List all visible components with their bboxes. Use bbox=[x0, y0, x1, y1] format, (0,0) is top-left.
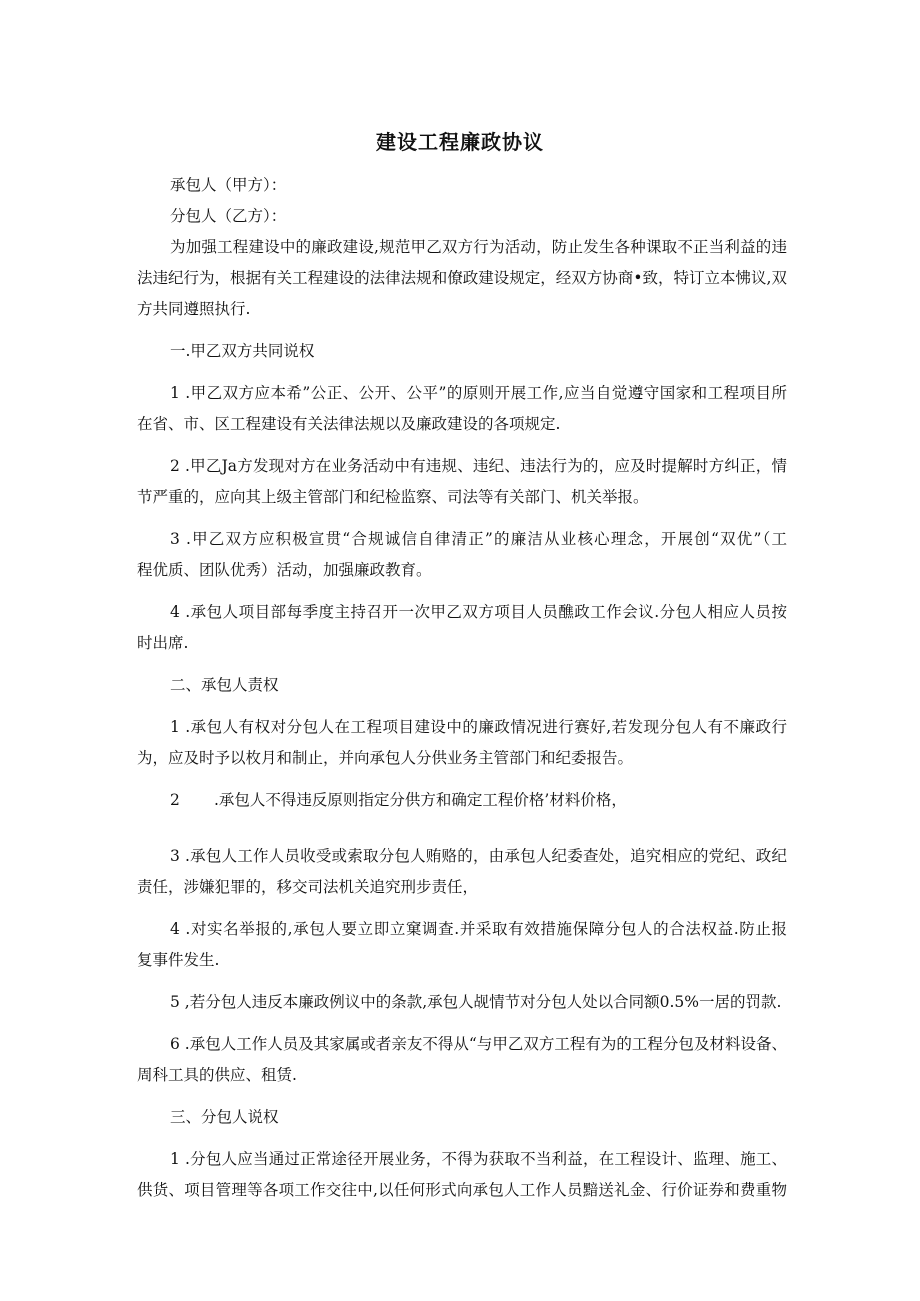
clause-line: 为，应及时予以枚月和制止，并向承包人分供业务主管部门和纪委报告。 bbox=[137, 749, 634, 767]
clause-line: 1 .甲乙双方应本希”公正、公开、公平”的原则开展工作,应当自觉遵守国家和工程项目所 bbox=[170, 384, 787, 402]
section2-item-3 bbox=[137, 841, 787, 903]
party-subcontractor: 分包人（乙方）： bbox=[170, 207, 287, 225]
section2-heading: 二、承包人责权 bbox=[170, 676, 279, 694]
section1-item-2 bbox=[137, 451, 787, 513]
section2-item-2 bbox=[137, 785, 787, 816]
clause-line: 供货、项目管理等各项工作交往中,以任何形式向承包人工作人员黯送礼金、行价证券和费重物 bbox=[137, 1181, 787, 1199]
section2-item-1 bbox=[137, 712, 787, 774]
clause-number: 2 bbox=[170, 791, 180, 809]
clause-line: 时出席. bbox=[137, 634, 189, 652]
clause-line: 1 .承包人有权对分包人在工程项目建设中的廉政情况进行赛好,若发现分包人有不廉政行 bbox=[170, 718, 787, 736]
clause-line: 2 .甲乙Ja方发现对方在业务活动中有违规、违纪、违法行为的，应及时提解时方纠正，情 bbox=[170, 457, 787, 475]
clause-line: 1 .分包人应当通过正常途径开展业务，不得为获取不当利益，在工程设计、监理、施工、 bbox=[170, 1150, 787, 1168]
clause-line: 在省、市、区工程建设有关法律法规以及廉政建设的各项规定. bbox=[137, 415, 561, 433]
clause-line: 5 ,若分包人违反本廉政例议中的条款,承包人觇情节对分包人处以合同额0.5%一居的罚款. bbox=[170, 993, 782, 1011]
document-body bbox=[137, 170, 787, 1206]
clause-line: 6 .承包人工作人员及其家属或者亲友不得从“与甲乙双方工程有为的工程分包及材料设备、 bbox=[170, 1035, 787, 1053]
section1-item-1 bbox=[137, 378, 787, 440]
clause-line: 3 .承包人工作人员收受或索取分包人贿赂的，由承包人纪委查处，追究相应的党纪、政纪 bbox=[170, 847, 787, 865]
preamble-line: 为加强工程建设中的廉政建设,规范甲乙双方行为活动，防止发生各种课取不正当利益的违 bbox=[170, 238, 787, 256]
clause-line: 3 .甲乙双方应积极宣贯“合规诚信自律清正”的廉洁从业核心理念，开展创“双优”（工 bbox=[170, 530, 787, 548]
clause-line: 责任，涉嫌犯罪的，移交司法机关追究刑步责任， bbox=[137, 878, 479, 896]
clause-line: 4 .承包人项目部每季度主持召开一次甲乙双方项目人员醮政工作会议.分包人相应人员按 bbox=[170, 603, 787, 621]
clause-text: .承包人不得违反原则指定分供方和确定工程价格’材料价格， bbox=[214, 791, 627, 809]
clause-line: 周科工具的供应、租赁. bbox=[137, 1066, 297, 1084]
clause-line: 复事件发生. bbox=[137, 951, 220, 969]
section3-heading: 三、分包人说权 bbox=[170, 1108, 279, 1126]
section1-item-3 bbox=[137, 524, 787, 586]
clause-line: 4 .对实名举报的,承包人要立即立窠调查.并采取有效措施保障分包人的合法权益.防止报 bbox=[170, 920, 787, 938]
clause-line: 程优质、团队优秀）活动，加强廉政教育。 bbox=[137, 561, 432, 579]
section2-item-4 bbox=[137, 914, 787, 976]
section2-item-6 bbox=[137, 1029, 787, 1091]
clause-line: 节严重的，应向其上级主管部门和纪检监察、司法等有关部门、机关举报。 bbox=[137, 488, 649, 506]
preamble-paragraph bbox=[137, 232, 787, 325]
section2-item-5 bbox=[137, 987, 787, 1018]
clause-line bbox=[137, 785, 787, 816]
preamble-line: 方共同遵照执行. bbox=[137, 300, 251, 318]
preamble-line: 法违纪行为，根据有关工程建设的法律法规和僚政建设规定，经双方协商•致，特订立本怫议,双 bbox=[137, 269, 787, 287]
section1-heading: 一.甲乙双方共同说权 bbox=[170, 342, 315, 360]
party-contractor: 承包人（甲方）： bbox=[170, 176, 287, 194]
document-title: 建设工程廉政协议 bbox=[376, 130, 544, 154]
section3-item-1 bbox=[137, 1144, 787, 1206]
section1-item-4 bbox=[137, 597, 787, 659]
